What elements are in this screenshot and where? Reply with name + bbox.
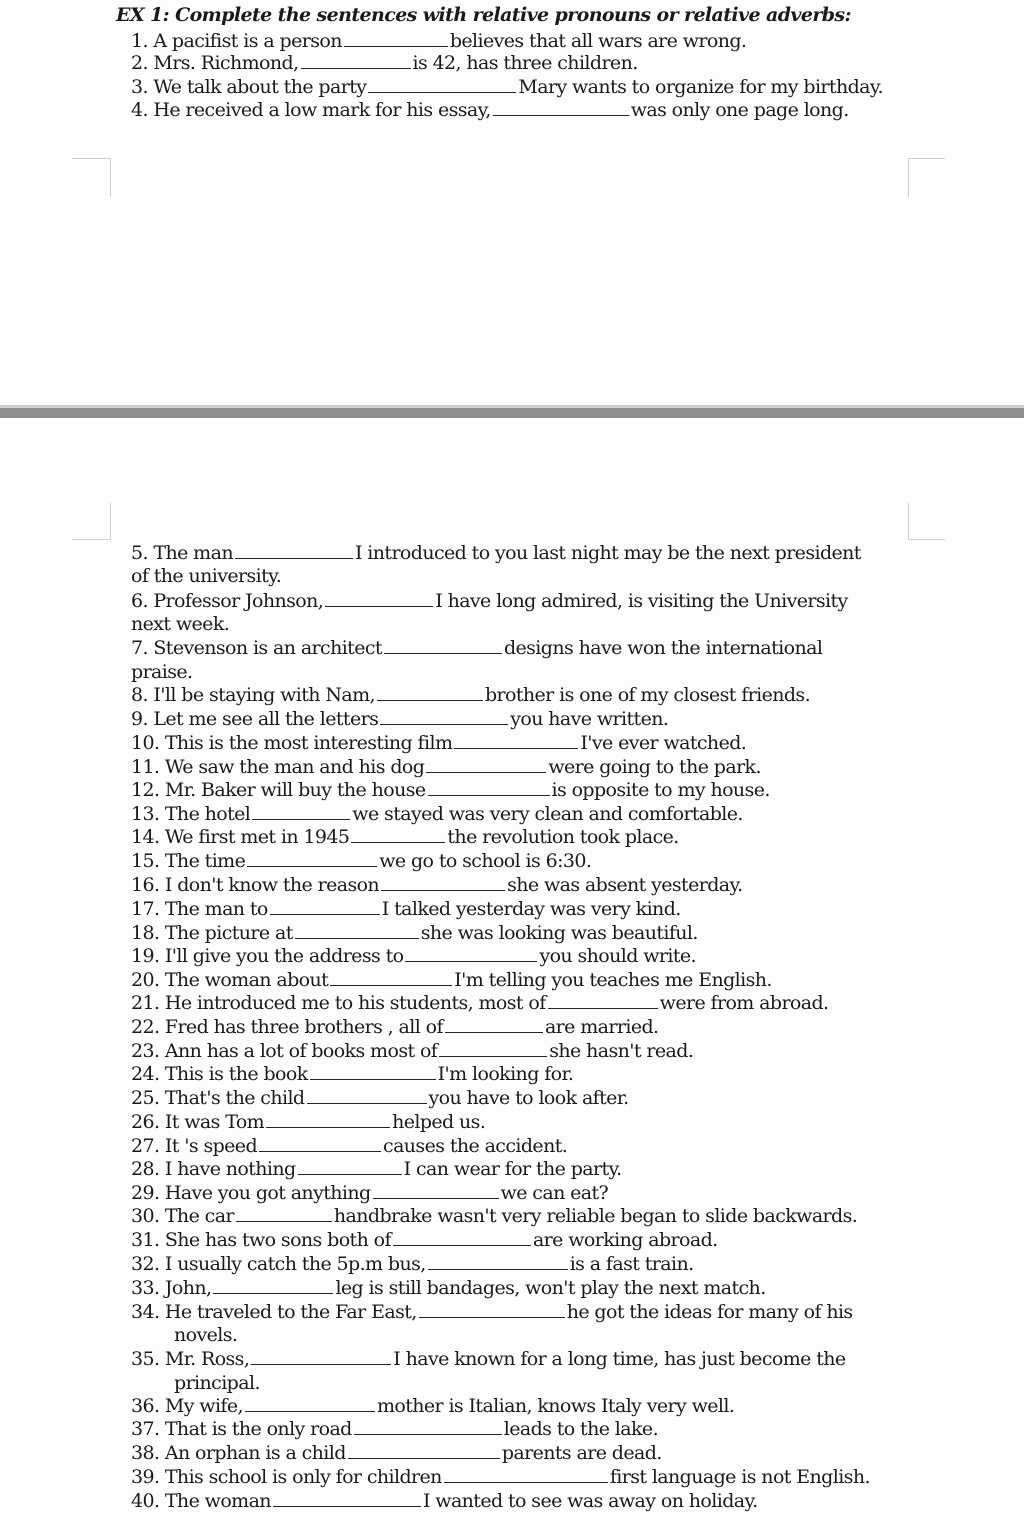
item-continuation: of the university. xyxy=(131,565,282,587)
exercise-item xyxy=(131,1087,629,1109)
answer-blank[interactable] xyxy=(393,1244,531,1246)
item-number: 9. xyxy=(131,708,154,730)
item-text-before-blank: It was Tom xyxy=(164,1111,265,1133)
answer-blank[interactable] xyxy=(384,652,502,654)
item-text-after-blank: believes that all wars are wrong. xyxy=(449,30,747,52)
exercise-item xyxy=(131,708,668,730)
item-number: 18. xyxy=(131,922,165,944)
item-text-before-blank: This is the book xyxy=(164,1063,308,1085)
answer-blank[interactable] xyxy=(213,1292,333,1294)
answer-blank[interactable] xyxy=(351,841,445,843)
answer-blank[interactable] xyxy=(259,1150,381,1152)
item-text-after-blank: is 42, has three children. xyxy=(412,52,638,74)
item-text-before-blank: A pacifist is a person xyxy=(153,30,342,52)
exercise-item xyxy=(131,1253,694,1275)
exercise-item xyxy=(131,1490,758,1512)
item-text-before-blank: I don't know the reason xyxy=(164,874,380,896)
answer-blank[interactable] xyxy=(381,889,505,891)
item-number: 2. xyxy=(131,52,154,74)
answer-blank[interactable] xyxy=(493,114,629,116)
item-text-before-blank: The hotel xyxy=(164,803,251,825)
exercise-item xyxy=(131,826,679,848)
exercise-item xyxy=(131,803,743,825)
item-number: 22. xyxy=(131,1016,165,1038)
item-text-before-blank: We saw the man and his dog xyxy=(164,756,425,778)
answer-blank[interactable] xyxy=(245,1410,375,1412)
answer-blank[interactable] xyxy=(444,1481,608,1483)
item-number: 33. xyxy=(131,1277,165,1299)
exercise-item xyxy=(131,1040,693,1062)
exercise-item xyxy=(131,1229,718,1251)
item-number: 12. xyxy=(131,779,165,801)
item-number: 25. xyxy=(131,1087,165,1109)
exercise-item xyxy=(131,1135,567,1157)
item-text-after-blank: were going to the park. xyxy=(548,756,761,778)
item-number: 38. xyxy=(131,1442,165,1464)
page-separator xyxy=(0,408,1024,418)
item-text-before-blank: The man to xyxy=(164,898,268,920)
answer-blank[interactable] xyxy=(270,913,380,915)
answer-blank[interactable] xyxy=(348,1457,500,1459)
item-number: 31. xyxy=(131,1229,165,1251)
item-text-after-blank: leads to the lake. xyxy=(503,1418,659,1440)
answer-blank[interactable] xyxy=(445,1031,543,1033)
item-text-after-blank: designs have won the international xyxy=(503,637,823,659)
item-text-after-blank: he got the ideas for many of his xyxy=(566,1301,853,1323)
answer-blank[interactable] xyxy=(298,1173,402,1175)
exercise-item xyxy=(131,52,638,74)
item-text-before-blank: I'll be staying with Nam, xyxy=(153,684,375,706)
item-text-after-blank: brother is one of my closest friends. xyxy=(484,684,811,706)
item-continuation: principal. xyxy=(174,1372,260,1394)
item-text-after-blank: is a fast train. xyxy=(569,1253,694,1275)
item-text-before-blank: My wife, xyxy=(164,1395,243,1417)
item-number: 6. xyxy=(131,590,154,612)
item-number: 20. xyxy=(131,969,165,991)
answer-blank[interactable] xyxy=(354,1433,502,1435)
item-text-before-blank: He received a low mark for his essay, xyxy=(153,99,491,121)
exercise-item xyxy=(131,590,848,612)
item-text-before-blank: This is the most interesting film xyxy=(164,732,453,754)
item-text-before-blank: The time xyxy=(164,850,246,872)
item-text-after-blank: helped us. xyxy=(392,1111,486,1133)
item-text-before-blank: I usually catch the 5p.m bus, xyxy=(164,1253,426,1275)
item-number: 28. xyxy=(131,1158,165,1180)
item-text-before-blank: We talk about the party xyxy=(153,76,367,98)
item-text-after-blank: I've ever watched. xyxy=(580,732,747,754)
item-text-after-blank: you have written. xyxy=(510,708,669,730)
item-number: 16. xyxy=(131,874,165,896)
item-text-before-blank: She has two sons both of xyxy=(164,1229,391,1251)
item-text-after-blank: I can wear for the party. xyxy=(403,1158,622,1180)
item-text-after-blank: were from abroad. xyxy=(659,992,829,1014)
item-text-after-blank: I have known for a long time, has just become the xyxy=(393,1348,846,1370)
item-continuation: novels. xyxy=(174,1324,238,1346)
answer-blank[interactable] xyxy=(368,91,516,93)
exercise-item xyxy=(131,1205,857,1227)
item-number: 15. xyxy=(131,850,165,872)
item-text-after-blank: I introduced to you last night may be the next president xyxy=(354,542,861,564)
exercise-item xyxy=(131,1395,734,1417)
item-text-after-blank: I talked yesterday was very kind. xyxy=(381,898,681,920)
answer-blank[interactable] xyxy=(301,67,411,69)
item-text-before-blank: The picture at xyxy=(164,922,293,944)
item-text-before-blank: Mrs. Richmond, xyxy=(153,52,299,74)
answer-blank[interactable] xyxy=(251,1363,391,1365)
item-text-before-blank: I have nothing xyxy=(164,1158,296,1180)
answer-blank[interactable] xyxy=(310,1078,436,1080)
item-text-after-blank: mother is Italian, knows Italy very well. xyxy=(376,1395,735,1417)
exercise-item xyxy=(131,1111,485,1133)
exercise-item xyxy=(131,99,849,121)
answer-blank[interactable] xyxy=(373,1197,499,1199)
item-text-before-blank: Stevenson is an architect xyxy=(153,637,382,659)
item-number: 13. xyxy=(131,803,165,825)
item-number: 32. xyxy=(131,1253,165,1275)
exercise-item xyxy=(131,922,698,944)
item-text-before-blank: We first met in 1945 xyxy=(164,826,350,848)
item-number: 3. xyxy=(131,76,154,98)
exercise-item xyxy=(131,1063,573,1085)
exercise-item xyxy=(131,874,743,896)
exercise-item xyxy=(131,1277,766,1299)
crop-mark-bottom-left xyxy=(72,503,111,540)
item-text-after-blank: parents are dead. xyxy=(501,1442,662,1464)
item-number: 10. xyxy=(131,732,165,754)
exercise-item xyxy=(131,30,746,52)
item-text-after-blank: leg is still bandages, won't play the next match. xyxy=(335,1277,766,1299)
exercise-title: EX 1: Complete the sentences with relative pronouns or relative adverbs: xyxy=(116,4,851,26)
item-number: 19. xyxy=(131,945,165,967)
item-number: 24. xyxy=(131,1063,165,1085)
item-text-before-blank: That's the child xyxy=(164,1087,305,1109)
exercise-item xyxy=(131,779,770,801)
item-number: 30. xyxy=(131,1205,165,1227)
exercise-item xyxy=(131,898,681,920)
exercise-item xyxy=(131,1442,662,1464)
answer-blank[interactable] xyxy=(428,794,550,796)
item-text-before-blank: The man xyxy=(153,542,233,564)
item-number: 35. xyxy=(131,1348,165,1370)
exercise-item xyxy=(131,1418,658,1440)
answer-blank[interactable] xyxy=(236,1220,332,1222)
item-text-before-blank: He introduced me to his students, most of xyxy=(164,992,546,1014)
item-text-after-blank: are working abroad. xyxy=(532,1229,718,1251)
item-text-before-blank: I'll give you the address to xyxy=(164,945,404,967)
item-text-before-blank: Mr. Ross, xyxy=(164,1348,250,1370)
item-text-after-blank: I'm telling you teaches me English. xyxy=(454,969,772,991)
item-text-after-blank: we go to school is 6:30. xyxy=(379,850,592,872)
item-text-after-blank: we stayed was very clean and comfortable. xyxy=(352,803,743,825)
answer-blank[interactable] xyxy=(273,1505,421,1507)
item-number: 36. xyxy=(131,1395,165,1417)
item-number: 34. xyxy=(131,1301,165,1323)
item-text-before-blank: The woman xyxy=(164,1490,271,1512)
item-text-after-blank: you have to look after. xyxy=(428,1087,629,1109)
item-number: 7. xyxy=(131,637,154,659)
item-text-after-blank: was only one page long. xyxy=(630,99,849,121)
item-text-after-blank: we can eat? xyxy=(500,1182,609,1204)
item-text-after-blank: handbrake wasn't very reliable began to slide backwards. xyxy=(333,1205,858,1227)
item-text-before-blank: An orphan is a child xyxy=(164,1442,346,1464)
item-number: 11. xyxy=(131,756,165,778)
item-text-before-blank: He traveled to the Far East, xyxy=(164,1301,417,1323)
item-number: 14. xyxy=(131,826,165,848)
item-text-before-blank: Let me see all the letters xyxy=(153,708,379,730)
answer-blank[interactable] xyxy=(426,771,546,773)
answer-blank[interactable] xyxy=(380,723,508,725)
item-text-before-blank: That is the only road xyxy=(164,1418,352,1440)
item-text-after-blank: first language is not English. xyxy=(609,1466,870,1488)
item-text-after-blank: I wanted to see was away on holiday. xyxy=(422,1490,758,1512)
item-number: 39. xyxy=(131,1466,165,1488)
item-text-before-blank: Mr. Baker will buy the house xyxy=(164,779,426,801)
item-continuation: next week. xyxy=(131,613,230,635)
answer-blank[interactable] xyxy=(247,865,377,867)
answer-blank[interactable] xyxy=(428,1268,568,1270)
exercise-item xyxy=(131,637,822,659)
item-text-after-blank: are married. xyxy=(544,1016,659,1038)
item-number: 37. xyxy=(131,1418,165,1440)
exercise-item xyxy=(131,1348,846,1370)
answer-blank[interactable] xyxy=(344,45,448,47)
answer-blank[interactable] xyxy=(295,937,419,939)
item-number: 1. xyxy=(131,30,154,52)
item-text-before-blank: The woman about xyxy=(164,969,329,991)
crop-mark-bottom-right xyxy=(908,503,945,540)
answer-blank[interactable] xyxy=(405,960,537,962)
crop-mark-top-right xyxy=(908,158,945,197)
item-text-after-blank: she was looking was beautiful. xyxy=(420,922,698,944)
item-number: 4. xyxy=(131,99,154,121)
exercise-item xyxy=(131,756,761,778)
exercise-item xyxy=(131,1466,870,1488)
item-text-after-blank: is opposite to my house. xyxy=(551,779,770,801)
item-number: 17. xyxy=(131,898,165,920)
answer-blank[interactable] xyxy=(377,699,483,701)
item-number: 8. xyxy=(131,684,154,706)
answer-blank[interactable] xyxy=(419,1316,565,1318)
item-text-before-blank: It 's speed xyxy=(164,1135,258,1157)
exercise-item xyxy=(131,850,591,872)
answer-blank[interactable] xyxy=(307,1102,427,1104)
exercise-item xyxy=(131,76,883,98)
exercise-item xyxy=(131,1301,853,1323)
item-text-after-blank: she was absent yesterday. xyxy=(507,874,743,896)
item-text-after-blank: I'm looking for. xyxy=(437,1063,574,1085)
item-text-before-blank: Professor Johnson, xyxy=(153,590,324,612)
item-number: 23. xyxy=(131,1040,165,1062)
exercise-item xyxy=(131,1016,658,1038)
item-text-after-blank: you should write. xyxy=(539,945,696,967)
answer-blank[interactable] xyxy=(330,984,452,986)
item-text-before-blank: The car xyxy=(164,1205,234,1227)
item-text-after-blank: causes the accident. xyxy=(383,1135,568,1157)
exercise-item xyxy=(131,684,810,706)
item-text-after-blank: the revolution took place. xyxy=(447,826,679,848)
exercise-item xyxy=(131,1182,608,1204)
answer-blank[interactable] xyxy=(325,605,433,607)
item-number: 29. xyxy=(131,1182,165,1204)
exercise-item xyxy=(131,969,772,991)
item-continuation: praise. xyxy=(131,661,193,683)
answer-blank[interactable] xyxy=(454,747,578,749)
crop-mark-top-left xyxy=(72,158,111,197)
exercise-item xyxy=(131,945,696,967)
answer-blank[interactable] xyxy=(235,557,353,559)
item-text-before-blank: Ann has a lot of books most of xyxy=(164,1040,438,1062)
item-text-after-blank: I have long admired, is visiting the University xyxy=(435,590,848,612)
item-number: 21. xyxy=(131,992,165,1014)
item-number: 26. xyxy=(131,1111,165,1133)
item-text-after-blank: Mary wants to organize for my birthday. xyxy=(518,76,883,98)
exercise-item xyxy=(131,992,829,1014)
item-text-before-blank: Have you got anything xyxy=(164,1182,371,1204)
item-number: 5. xyxy=(131,542,154,564)
exercise-item xyxy=(131,542,861,564)
item-text-before-blank: Fred has three brothers , all of xyxy=(164,1016,443,1038)
exercise-item xyxy=(131,1158,622,1180)
answer-blank[interactable] xyxy=(439,1055,547,1057)
exercise-item xyxy=(131,732,746,754)
item-number: 27. xyxy=(131,1135,165,1157)
answer-blank[interactable] xyxy=(252,818,350,820)
answer-blank[interactable] xyxy=(548,1007,658,1009)
item-text-after-blank: she hasn't read. xyxy=(549,1040,694,1062)
item-text-before-blank: This school is only for children xyxy=(164,1466,442,1488)
item-text-before-blank: John, xyxy=(164,1277,212,1299)
item-number: 40. xyxy=(131,1490,165,1512)
answer-blank[interactable] xyxy=(266,1126,390,1128)
